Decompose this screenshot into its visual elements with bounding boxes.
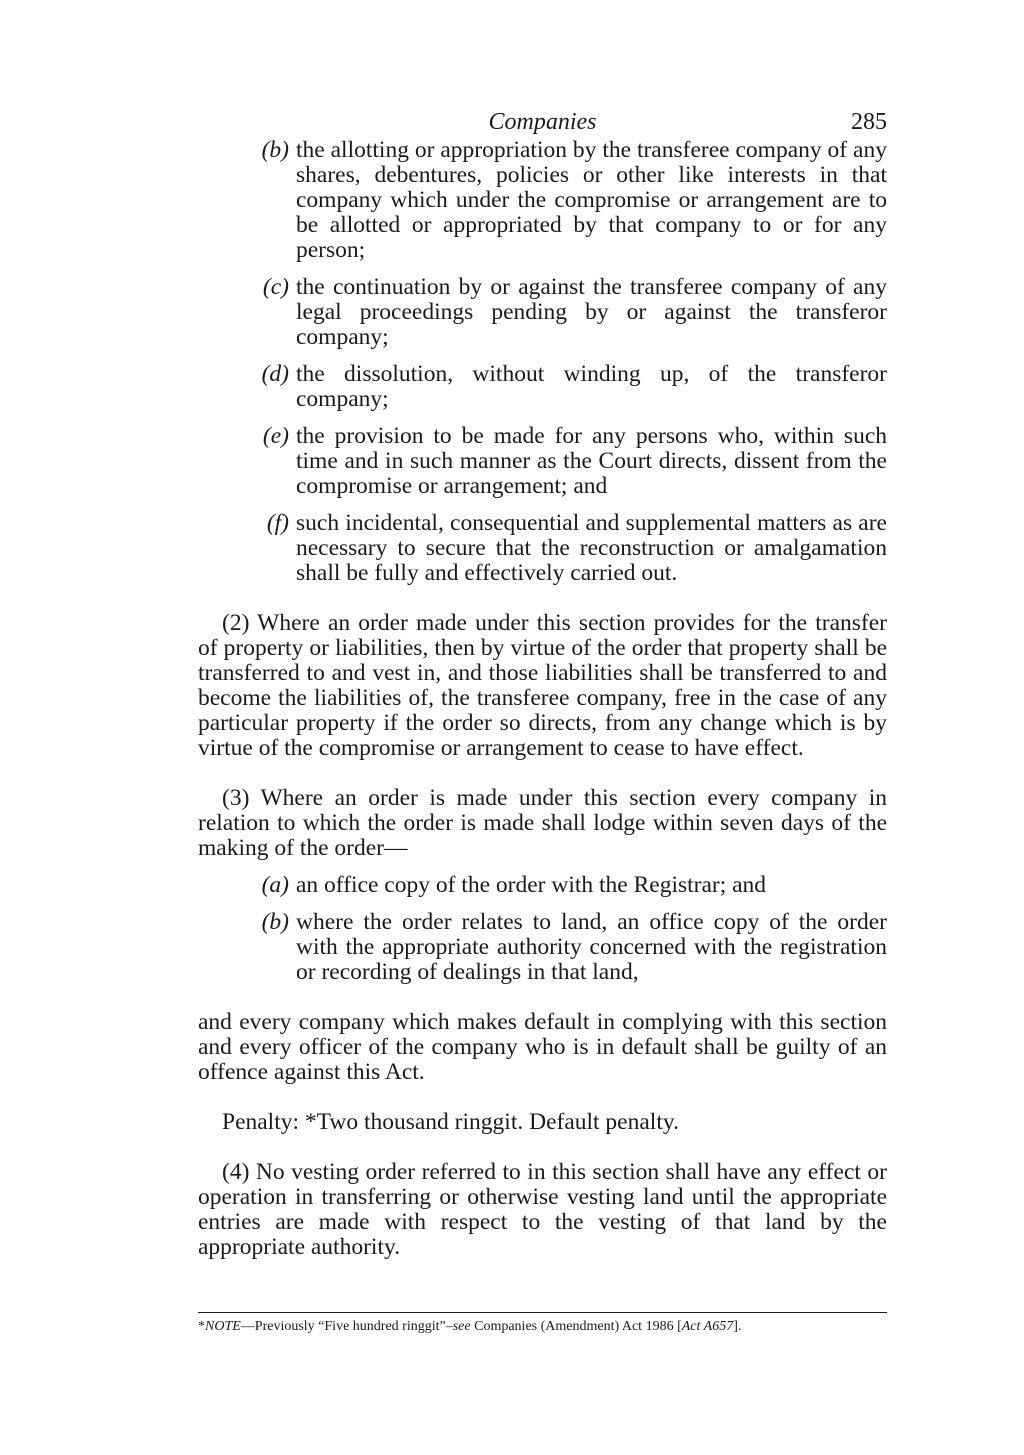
list-top: [198, 138, 887, 586]
list-item: [261, 361, 887, 412]
list-item: [261, 137, 887, 263]
list-item: [261, 872, 887, 898]
footnote-dash: —Previously “Five hundred ringgit”–: [240, 1319, 453, 1334]
item-text: an office copy of the order with the Registrar; and: [296, 872, 767, 898]
paragraph-3: (3) Where an order is made under this section every company in relation to which the order is made shall lodge within seven days of the making of the order—: [198, 785, 887, 861]
list-sub: [198, 873, 887, 985]
item-label: (b): [261, 909, 289, 935]
item-label: (e): [262, 423, 289, 449]
paragraph-3-tail: and every company which makes default in complying with this section and every officer of the company who is in default shall be guilty of an offence against this Act.: [198, 1009, 887, 1085]
item-text: the allotting or appropriation by the transferee company of any shares, debentures, policies or other like interests in that company which under the compromise or arrangement are to be allotted or appropriated by that company to or for any person;: [296, 137, 887, 263]
item-label: (d): [261, 361, 289, 387]
paragraph-2: (2) Where an order made under this section provides for the transfer of property or liabilities, then by virtue of the order that property shall be transferred to and vest in, and those liabilities shall be transferred to and become the liabilities of, the transferee company, free in the case of any particular property if the order so directs, from any change which is by virtue of the compromise or arrangement to cease to have effect.: [198, 610, 887, 761]
paragraph-4: (4) No vesting order referred to in this section shall have any effect or operation in transferring or otherwise vesting land until the appropriate entries are made with respect to the vesting of that land by the appropriate authority.: [198, 1159, 887, 1260]
item-text: the provision to be made for any persons who, within such time and in such manner as the Court directs, dissent from the compromise or arrangement; and: [296, 423, 887, 499]
page-number: 285: [851, 109, 887, 135]
item-text: where the order relates to land, an office copy of the order with the appropriate authority concerned with the registration or recording of dealings in that land,: [296, 909, 887, 985]
footnote-note: NOTE: [205, 1319, 241, 1334]
header-title: Companies: [488, 109, 597, 135]
footnote-act-ref: Act A657: [681, 1319, 734, 1334]
running-header: [198, 106, 887, 138]
list-item: [261, 909, 887, 985]
item-label: (b): [261, 137, 289, 163]
list-item: [262, 423, 887, 499]
list-item: [262, 274, 887, 350]
item-label: (c): [262, 274, 289, 300]
item-text: the dissolution, without winding up, of the transferor company;: [296, 361, 887, 412]
page-body: [198, 106, 887, 1260]
penalty-line: Penalty: *Two thousand ringgit. Default penalty.: [222, 1109, 679, 1135]
list-item: [266, 510, 887, 586]
item-text: the continuation by or against the transferee company of any legal proceedings pending by or against the transferor company;: [296, 274, 887, 350]
footnote: [198, 1312, 887, 1335]
item-text: such incidental, consequential and supplemental matters as are necessary to secure that the reconstruction or amalgamation shall be fully and effectively carried out.: [296, 510, 887, 586]
footnote-see: see: [452, 1319, 471, 1334]
item-label: (f): [266, 510, 289, 536]
item-label: (a): [261, 872, 289, 898]
footnote-close: ].: [733, 1319, 742, 1334]
footnote-act: Companies (Amendment) Act 1986 [: [470, 1319, 682, 1334]
footnote-star: *: [198, 1319, 205, 1334]
